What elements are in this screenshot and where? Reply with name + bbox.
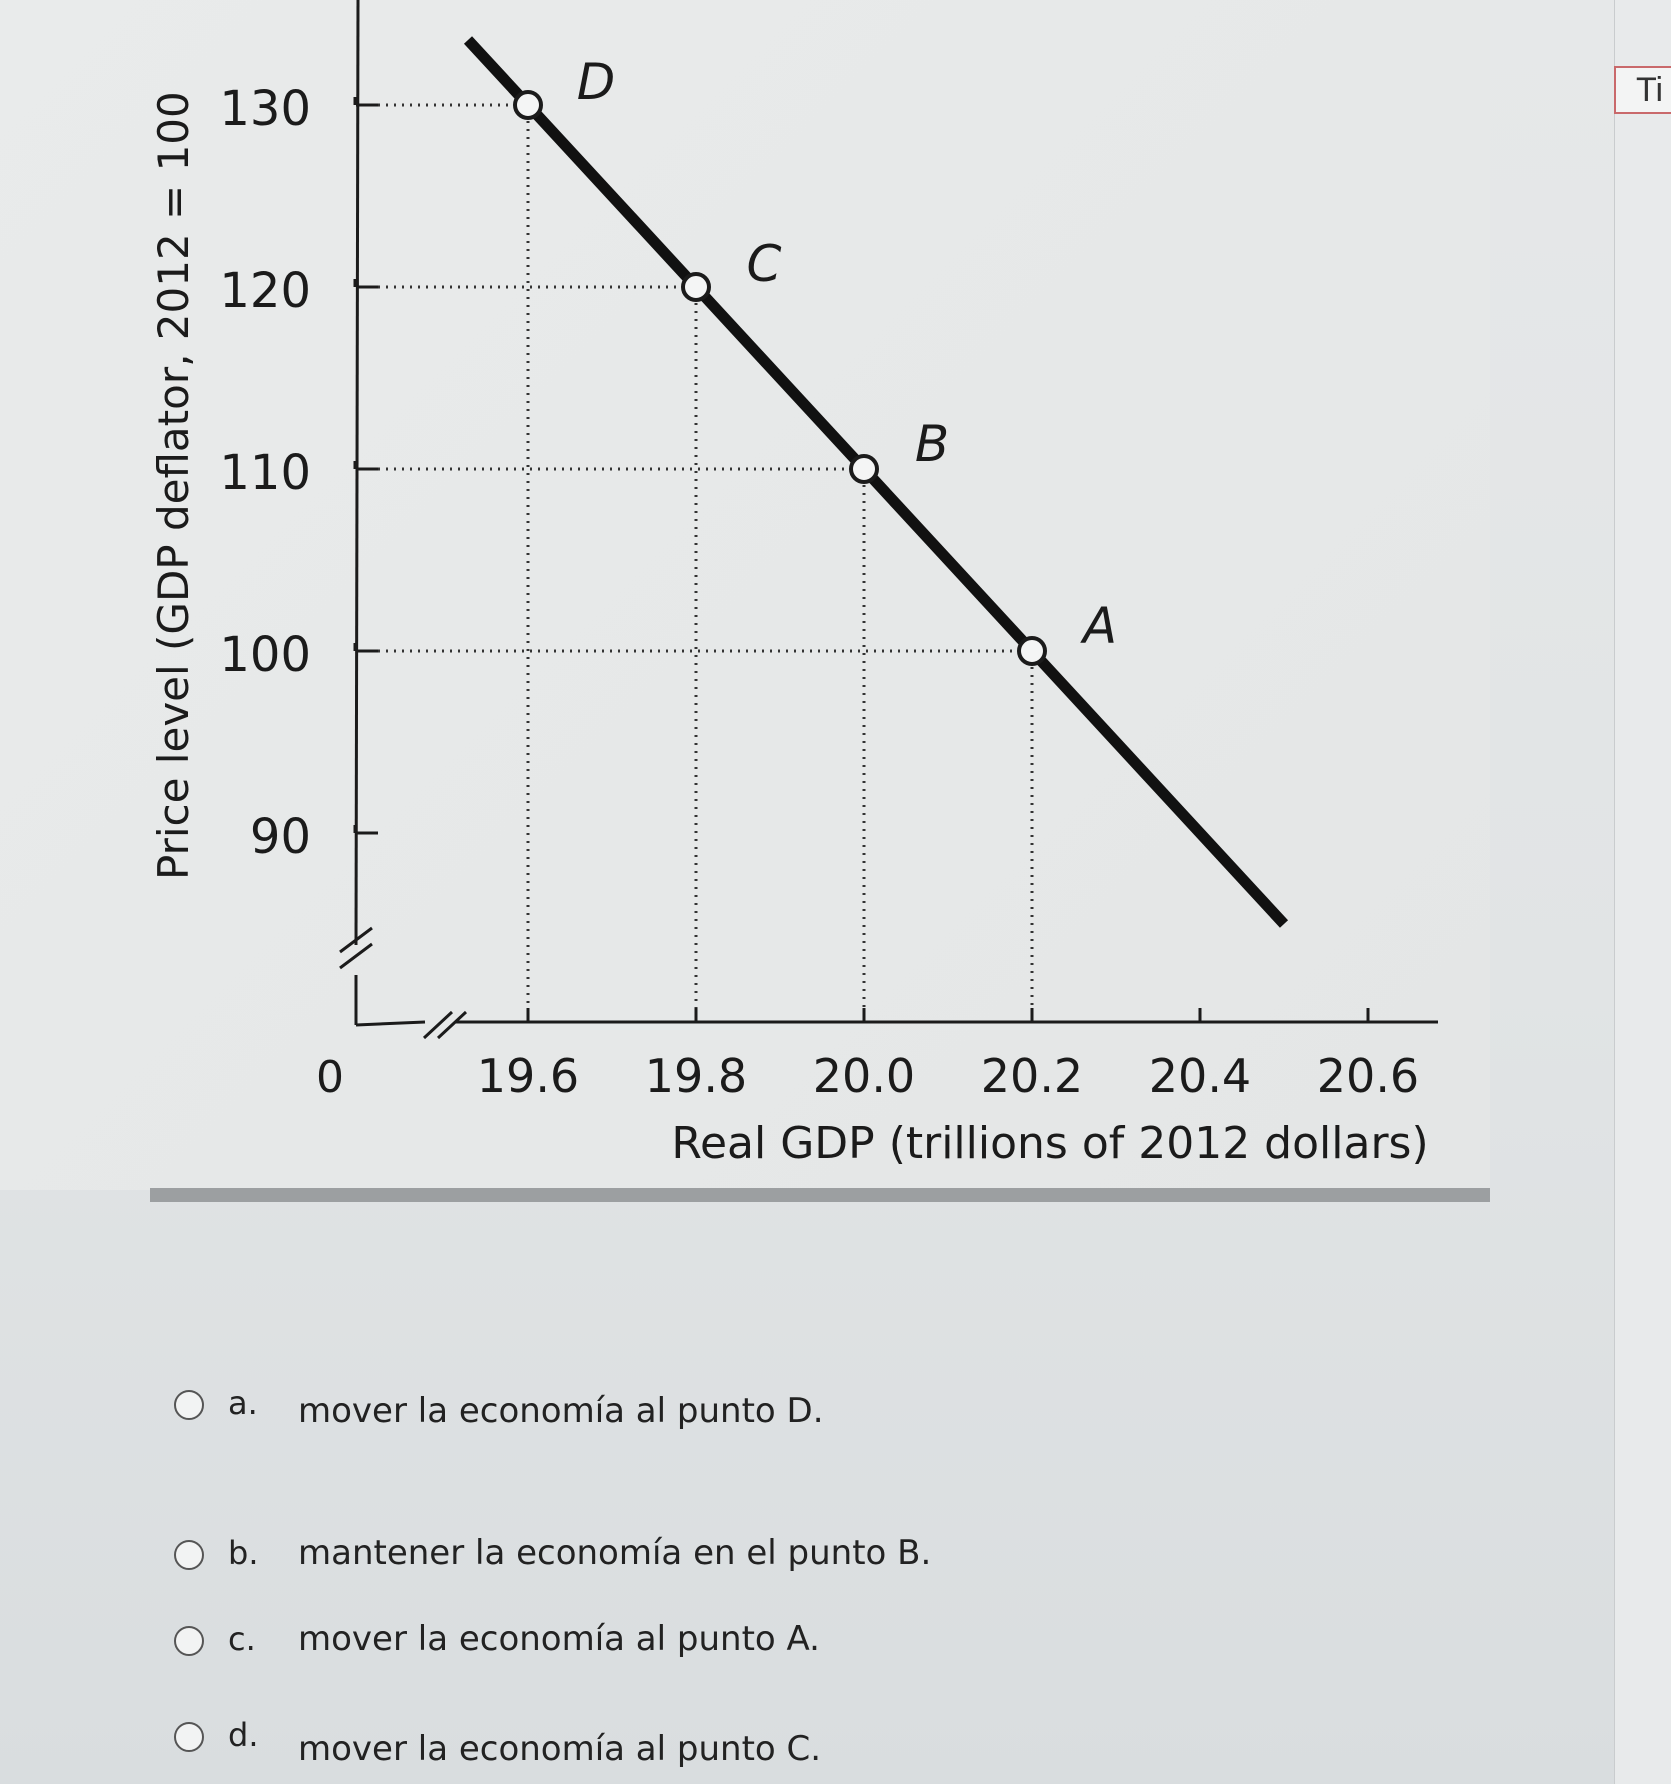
option-text: mantener la economía en el punto B. [298, 1533, 932, 1573]
radio-icon[interactable] [174, 1390, 204, 1420]
point-label-c: C [746, 235, 782, 293]
option-text: mover la economía al punto D. [298, 1391, 824, 1431]
point-c [683, 274, 709, 300]
x-axis-line-left [356, 1022, 425, 1025]
option-text: mover la economía al punto A. [298, 1619, 820, 1659]
x-tick-label: 20.2 [980, 1049, 1084, 1103]
demand-curve-line [468, 40, 1284, 924]
y-tick-label: 90 [249, 809, 311, 865]
x-tick-label: 19.6 [476, 1049, 580, 1103]
x-tick-label: 20.4 [1148, 1049, 1252, 1103]
radio-icon[interactable] [174, 1722, 204, 1752]
point-label-b: B [914, 415, 950, 473]
x-tick-label: 20.0 [812, 1049, 916, 1103]
y-tick-label: 100 [219, 627, 311, 683]
option-letter: a. [228, 1384, 258, 1422]
panel-divider [150, 1188, 1490, 1202]
x-axis-title: Real GDP (trillions of 2012 dollars) [671, 1118, 1429, 1169]
option-letter: b. [228, 1534, 259, 1572]
option-letter: d. [228, 1716, 259, 1754]
option-letter: c. [228, 1620, 256, 1658]
radio-icon[interactable] [174, 1626, 204, 1656]
x-axis-break-mark [424, 1012, 466, 1038]
point-label-d: D [576, 53, 616, 111]
right-side-panel [1614, 0, 1671, 1784]
y-tick-label: 110 [219, 445, 311, 501]
point-d [515, 92, 541, 118]
x-tick-label: 19.8 [644, 1049, 748, 1103]
origin-label: 0 [316, 1052, 344, 1103]
x-tick-label: 20.6 [1316, 1049, 1420, 1103]
point-b [851, 456, 877, 482]
y-tick-label: 130 [219, 81, 311, 137]
option-text: mover la economía al punto C. [298, 1729, 822, 1769]
y-tick-label: 120 [219, 263, 311, 319]
point-label-a: A [1082, 597, 1118, 655]
point-a [1019, 638, 1045, 664]
radio-icon[interactable] [174, 1540, 204, 1570]
y-axis-line [356, 0, 358, 945]
y-axis-title: Price level (GDP deflator, 2012 = 100 [149, 91, 198, 880]
right-tab-button[interactable]: Ti [1614, 66, 1671, 114]
